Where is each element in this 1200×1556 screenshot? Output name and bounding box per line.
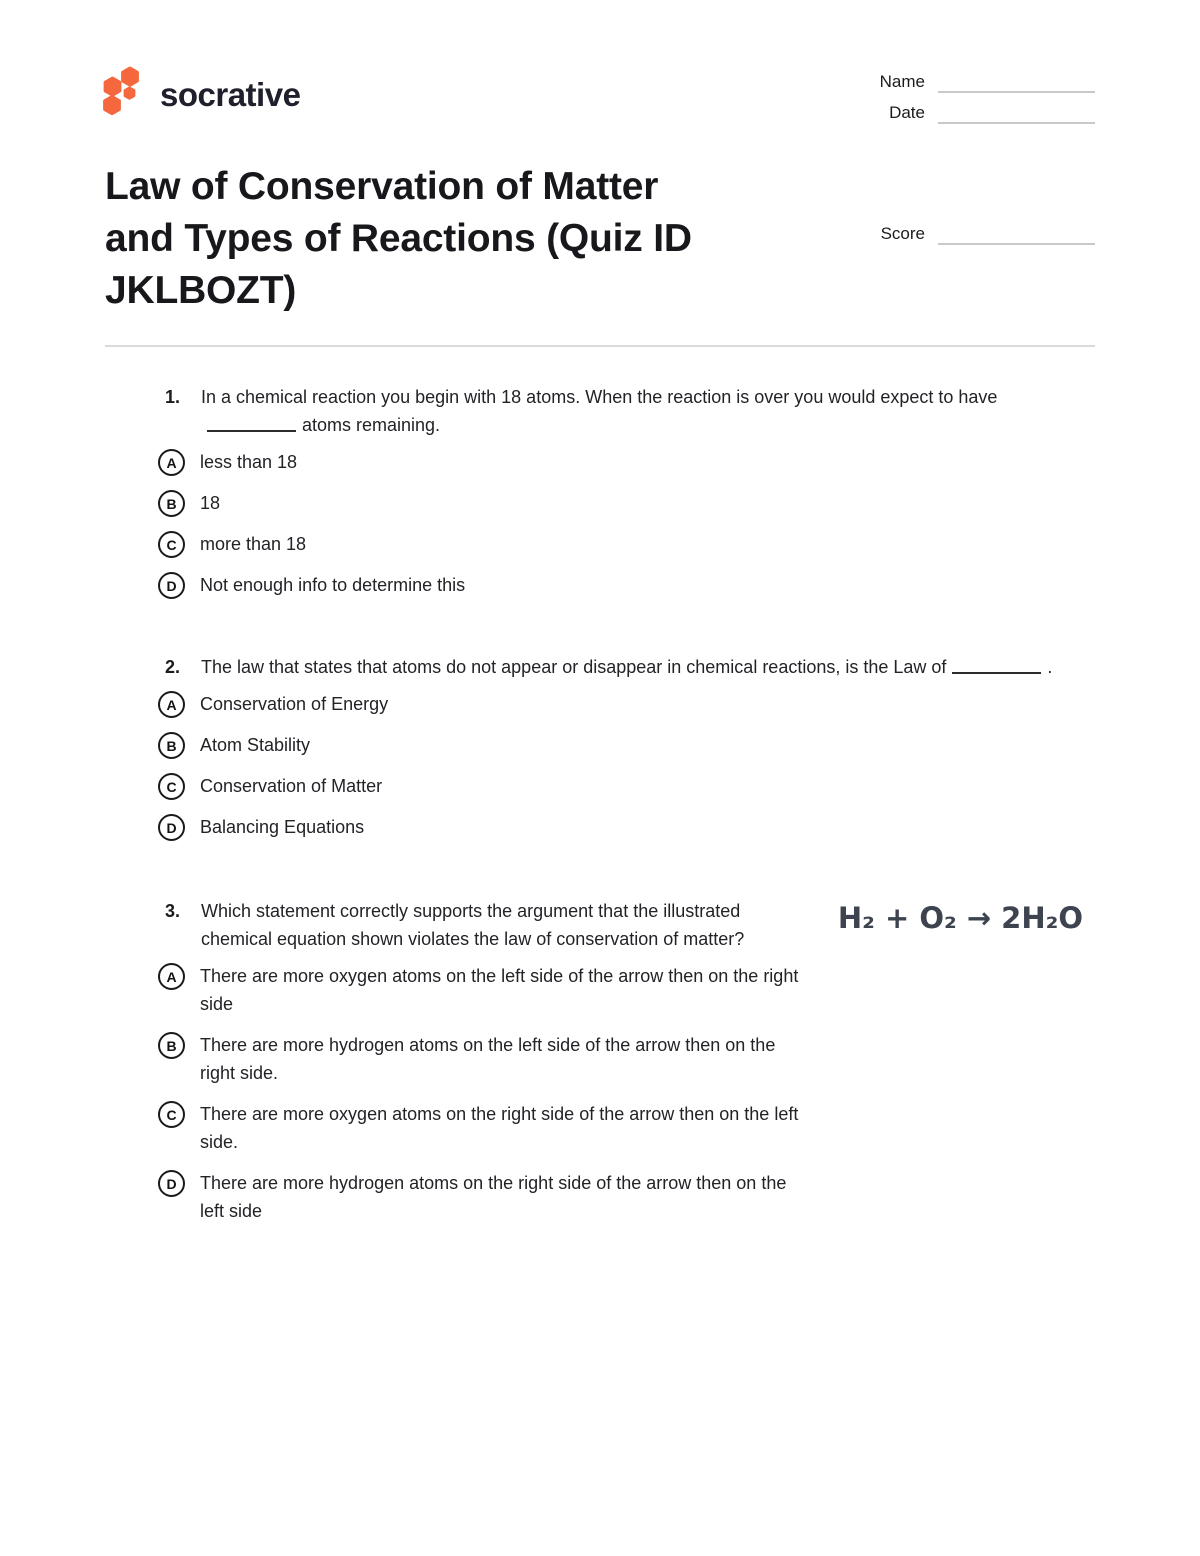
name-blank-line: [938, 72, 1095, 93]
option-row: [158, 690, 1095, 718]
page-title-line: JKLBOZT): [105, 269, 297, 312]
option-row: [158, 1100, 1095, 1156]
option-letter-bubble: D: [158, 814, 185, 841]
question-2: [165, 653, 1095, 681]
name-date-block: [880, 72, 1095, 124]
page-title-line: and Types of Reactions (Quiz ID: [105, 217, 692, 260]
page-title-line: Law of Conservation of Matter: [105, 165, 659, 208]
name-label: Name: [879, 72, 925, 91]
option-row: [158, 571, 1095, 599]
question-text-suffix: .: [1047, 657, 1053, 677]
option-letter-bubble: D: [158, 572, 185, 599]
option-row: [158, 772, 1095, 800]
question-text: Which statement correctly supports the argument that the illustrated chemical equation shown violates the law of conservation of matter?: [201, 901, 745, 949]
option-text: There are more oxygen atoms on the right side of the arrow then on the left side.: [200, 1104, 799, 1152]
chemical-equation: H₂ + O₂ → 2H₂O: [837, 901, 1083, 935]
option-letter-bubble: B: [158, 1032, 185, 1059]
question-text: [201, 383, 1081, 439]
option-text: more than 18: [200, 534, 307, 554]
logo-text: socrative: [160, 76, 301, 113]
score-blank-line: [938, 224, 1095, 245]
question-text-suffix: atoms remaining.: [302, 415, 441, 435]
option-row: [158, 1031, 1095, 1087]
question-text: [201, 653, 1081, 681]
question-number: 3.: [165, 901, 181, 921]
option-text: Not enough info to determine this: [200, 575, 466, 595]
option-row: [158, 489, 1095, 517]
option-row: [158, 530, 1095, 558]
option-text: Balancing Equations: [200, 817, 365, 837]
option-text: Conservation of Matter: [200, 776, 383, 796]
option-row: [158, 962, 1095, 1018]
date-blank-line: [938, 103, 1095, 124]
question-text-part: In a chemical reaction you begin with 18 atoms. When the reaction is over you would expect to have: [201, 387, 998, 407]
option-text: 18: [200, 493, 221, 513]
score-block: [881, 224, 1095, 245]
hexagon-cluster-icon: [100, 63, 146, 117]
option-letter-bubble: C: [158, 773, 185, 800]
socrative-logo: [100, 63, 300, 117]
option-row: [158, 731, 1095, 759]
option-row: [158, 448, 1095, 476]
option-text: There are more oxygen atoms on the left side of the arrow then on the right side: [200, 966, 799, 1014]
option-letter-bubble: B: [158, 732, 185, 759]
option-text: There are more hydrogen atoms on the right side of the arrow then on the left side: [200, 1173, 787, 1221]
option-letter-bubble: B: [158, 490, 185, 517]
option-row: [158, 813, 1095, 841]
option-letter-bubble: A: [158, 449, 185, 476]
question-1: [165, 383, 1095, 439]
question-text-part: The law that states that atoms do not appear or disappear in chemical reactions, is the Law of: [201, 657, 947, 677]
option-letter-bubble: A: [158, 691, 185, 718]
answer-blank-line: [952, 659, 1041, 674]
option-letter-bubble: C: [158, 531, 185, 558]
question-3: [165, 897, 1095, 953]
question-number: 2.: [165, 657, 181, 677]
option-letter-bubble: D: [158, 1170, 185, 1197]
answer-blank-line: [207, 417, 296, 432]
option-text: Atom Stability: [200, 735, 311, 755]
option-text: less than 18: [200, 452, 298, 472]
header-divider: [105, 345, 1095, 347]
score-label: Score: [880, 224, 925, 243]
option-text: There are more hydrogen atoms on the left side of the arrow then on the right side.: [200, 1035, 776, 1083]
option-letter-bubble: A: [158, 963, 185, 990]
date-label: Date: [889, 103, 925, 122]
option-letter-bubble: C: [158, 1101, 185, 1128]
question-number: 1.: [165, 387, 181, 407]
question-list: [105, 383, 1095, 1225]
page-title: [105, 161, 845, 317]
option-text: Conservation of Energy: [200, 694, 389, 714]
option-row: [158, 1169, 1095, 1225]
